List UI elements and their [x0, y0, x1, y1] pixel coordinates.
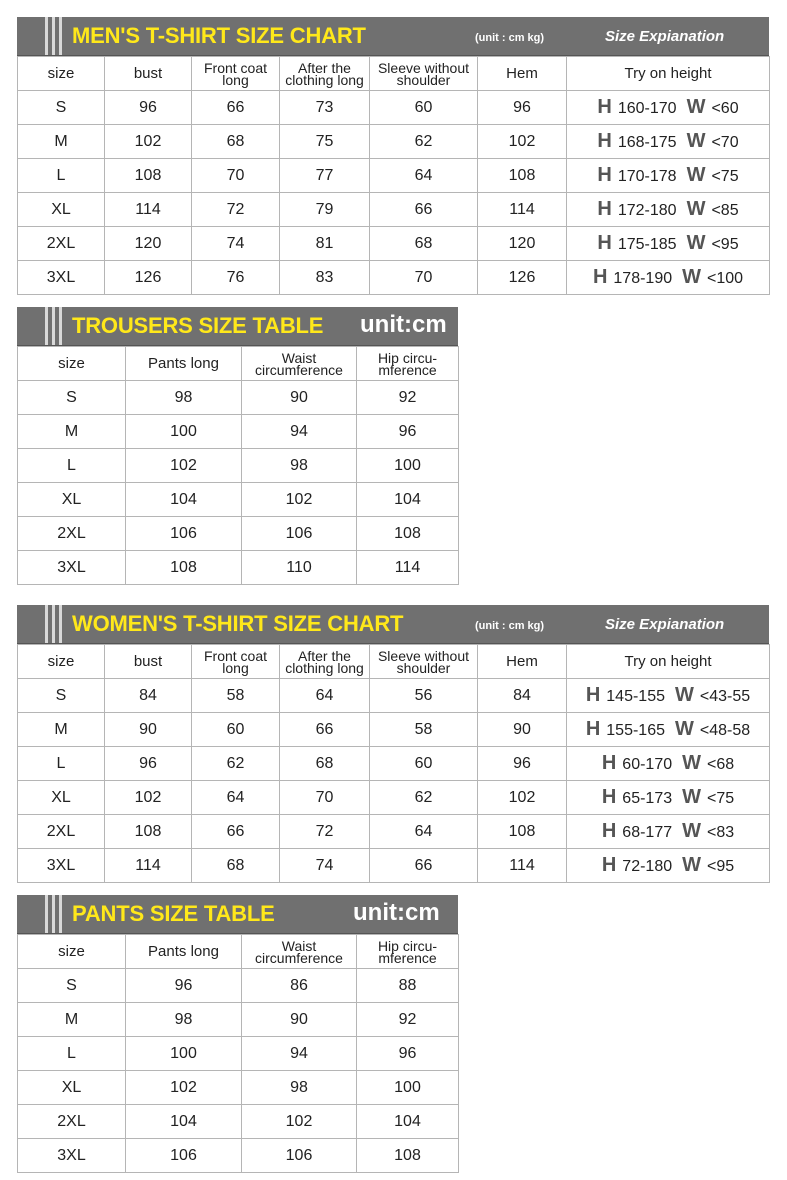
cell-pants: 98 [126, 1003, 242, 1037]
column-header: After the clothing long [280, 645, 370, 679]
weight-label: W [682, 820, 702, 842]
cell-bust: 84 [105, 679, 192, 713]
column-header: size [18, 57, 105, 91]
cell-waist: 102 [242, 1105, 357, 1139]
weight-range: <83 [707, 824, 735, 841]
height-range: 145-155 [606, 688, 665, 705]
height-range: 68-177 [622, 824, 673, 841]
height-label: H [597, 164, 612, 186]
cell-size: L [18, 159, 105, 193]
cell-hip: 104 [357, 1105, 459, 1139]
table-row [18, 969, 459, 1003]
cell-hip: 100 [357, 449, 459, 483]
weight-label: W [686, 232, 706, 254]
table-row [18, 381, 459, 415]
weight-range: <75 [711, 168, 739, 185]
cell-pants: 106 [126, 1139, 242, 1173]
cell-size: M [18, 415, 126, 449]
cell-pants: 104 [126, 483, 242, 517]
table-row [18, 815, 770, 849]
pants-title: PANTS SIZE TABLE [72, 901, 275, 926]
womens-tshirt-unit: (unit : cm kg) [475, 620, 545, 632]
column-header: Waist circumference [242, 935, 357, 969]
mens-tshirt-table [17, 56, 770, 295]
table-row [18, 781, 770, 815]
cell-hem: 126 [478, 261, 567, 295]
cell-sleeve: 68 [370, 227, 478, 261]
height-range: 170-178 [617, 168, 677, 185]
cell-pants: 104 [126, 1105, 242, 1139]
cell-pants: 96 [126, 969, 242, 1003]
womens-tshirt-table [17, 644, 770, 883]
weight-range: <48-58 [699, 722, 751, 739]
cell-size: XL [18, 781, 105, 815]
table-row [18, 747, 770, 781]
cell-hip: 108 [357, 1139, 459, 1173]
cell-sleeve: 58 [370, 713, 478, 747]
table-row [18, 1139, 459, 1173]
cell-size: 3XL [18, 849, 105, 883]
cell-sleeve: 56 [370, 679, 478, 713]
column-header: Hip circu- mference [357, 935, 459, 969]
cell-size: S [18, 91, 105, 125]
column-header: Pants long [126, 935, 242, 969]
cell-try-on [567, 849, 770, 883]
table-row [18, 449, 459, 483]
pants-header [17, 895, 458, 934]
weight-range: <95 [711, 236, 739, 253]
cell-try-on [567, 261, 770, 295]
height-range: 155-165 [606, 722, 665, 739]
cell-hip: 96 [357, 415, 459, 449]
cell-hem: 108 [478, 815, 567, 849]
cell-front: 62 [192, 747, 280, 781]
cell-after: 83 [280, 261, 370, 295]
cell-hip: 92 [357, 1003, 459, 1037]
womens-tshirt-title: WOMEN'S T-SHIRT SIZE CHART [72, 611, 404, 636]
cell-pants: 106 [126, 517, 242, 551]
cell-bust: 108 [105, 815, 192, 849]
height-label: H [601, 786, 617, 808]
cell-waist: 94 [242, 1037, 357, 1071]
weight-label: W [686, 130, 706, 152]
cell-waist: 86 [242, 969, 357, 1003]
cell-hip: 96 [357, 1037, 459, 1071]
height-label: H [601, 752, 617, 774]
cell-sleeve: 66 [370, 193, 478, 227]
cell-waist: 90 [242, 1003, 357, 1037]
column-header: Waist circumference [242, 347, 357, 381]
table-row [18, 551, 459, 585]
cell-after: 79 [280, 193, 370, 227]
weight-range: <75 [707, 790, 735, 807]
mens-tshirt-section [17, 17, 769, 295]
cell-hip: 88 [357, 969, 459, 1003]
cell-bust: 120 [105, 227, 192, 261]
cell-after: 74 [280, 849, 370, 883]
cell-bust: 102 [105, 125, 192, 159]
height-range: 160-170 [617, 100, 677, 117]
trousers-title: TROUSERS SIZE TABLE [72, 313, 324, 338]
column-header: size [18, 645, 105, 679]
cell-waist: 90 [242, 381, 357, 415]
cell-size: S [18, 969, 126, 1003]
cell-after: 73 [280, 91, 370, 125]
cell-hip: 92 [357, 381, 459, 415]
womens-tshirt-section [17, 605, 769, 883]
column-header: Hem [478, 645, 567, 679]
cell-size: XL [18, 483, 126, 517]
height-range: 178-190 [613, 270, 673, 287]
cell-try-on [567, 747, 770, 781]
trousers-section [17, 307, 458, 585]
weight-range: <85 [711, 202, 739, 219]
table-row [18, 261, 770, 295]
column-header: bust [105, 57, 192, 91]
cell-size: XL [18, 1071, 126, 1105]
cell-after: 77 [280, 159, 370, 193]
column-header: bust [105, 645, 192, 679]
cell-size: 3XL [18, 551, 126, 585]
cell-size: XL [18, 193, 105, 227]
cell-sleeve: 62 [370, 125, 478, 159]
cell-waist: 106 [242, 517, 357, 551]
cell-waist: 106 [242, 1139, 357, 1173]
height-range: 168-175 [617, 134, 677, 151]
trousers-unit: unit:cm [360, 311, 447, 338]
cell-waist: 102 [242, 483, 357, 517]
pants-unit: unit:cm [353, 899, 440, 926]
table-header-row [18, 645, 770, 679]
cell-sleeve: 60 [370, 747, 478, 781]
height-range: 175-185 [617, 236, 677, 253]
cell-front: 76 [192, 261, 280, 295]
table-header-row [18, 347, 459, 381]
table-row [18, 1071, 459, 1105]
cell-hem: 114 [478, 849, 567, 883]
cell-bust: 114 [105, 193, 192, 227]
cell-hem: 96 [478, 747, 567, 781]
cell-hip: 104 [357, 483, 459, 517]
cell-front: 66 [192, 815, 280, 849]
height-label: H [585, 684, 601, 706]
cell-waist: 98 [242, 1071, 357, 1105]
cell-hem: 114 [478, 193, 567, 227]
trousers-table [17, 346, 459, 585]
cell-size: L [18, 1037, 126, 1071]
cell-sleeve: 64 [370, 159, 478, 193]
cell-hem: 96 [478, 91, 567, 125]
column-header: Pants long [126, 347, 242, 381]
cell-try-on [567, 713, 770, 747]
column-header: Sleeve without shoulder [370, 57, 478, 91]
weight-label: W [682, 752, 702, 774]
cell-after: 68 [280, 747, 370, 781]
cell-size: L [18, 747, 105, 781]
cell-bust: 90 [105, 713, 192, 747]
cell-try-on [567, 91, 770, 125]
weight-label: W [682, 266, 701, 288]
cell-bust: 108 [105, 159, 192, 193]
cell-front: 70 [192, 159, 280, 193]
cell-sleeve: 60 [370, 91, 478, 125]
cell-pants: 100 [126, 415, 242, 449]
cell-hip: 100 [357, 1071, 459, 1105]
table-row [18, 193, 770, 227]
column-header: Try on height [567, 57, 770, 91]
cell-sleeve: 62 [370, 781, 478, 815]
cell-size: 2XL [18, 227, 105, 261]
mens-tshirt-header [17, 17, 769, 56]
cell-front: 58 [192, 679, 280, 713]
cell-size: 2XL [18, 815, 105, 849]
column-header: Hip circu- mference [357, 347, 459, 381]
cell-front: 64 [192, 781, 280, 815]
weight-label: W [675, 684, 694, 706]
table-row [18, 125, 770, 159]
cell-bust: 114 [105, 849, 192, 883]
cell-hem: 102 [478, 781, 567, 815]
table-header-row [18, 57, 770, 91]
stripes-decoration [17, 895, 67, 933]
weight-range: <68 [707, 756, 735, 773]
cell-pants: 102 [126, 449, 242, 483]
stripes-decoration [17, 605, 67, 643]
table-row [18, 415, 459, 449]
trousers-header [17, 307, 458, 346]
table-row [18, 713, 770, 747]
cell-after: 64 [280, 679, 370, 713]
cell-front: 68 [192, 125, 280, 159]
cell-hem: 84 [478, 679, 567, 713]
table-row [18, 91, 770, 125]
height-label: H [597, 96, 612, 118]
mens-size-explanation: Size Expianation [605, 28, 725, 45]
height-label: H [597, 232, 612, 254]
height-label: H [597, 198, 612, 220]
column-header: Front coat long [192, 57, 280, 91]
cell-after: 70 [280, 781, 370, 815]
cell-front: 74 [192, 227, 280, 261]
weight-label: W [686, 198, 706, 220]
cell-after: 72 [280, 815, 370, 849]
height-range: 72-180 [622, 858, 673, 875]
cell-front: 72 [192, 193, 280, 227]
column-header: Try on height [567, 645, 770, 679]
height-label: H [585, 718, 601, 740]
cell-size: 2XL [18, 517, 126, 551]
cell-size: 2XL [18, 1105, 126, 1139]
cell-hem: 90 [478, 713, 567, 747]
table-row [18, 849, 770, 883]
cell-size: S [18, 679, 105, 713]
table-header-row [18, 935, 459, 969]
weight-range: <95 [707, 858, 735, 875]
cell-size: M [18, 125, 105, 159]
cell-size: M [18, 1003, 126, 1037]
cell-sleeve: 66 [370, 849, 478, 883]
mens-tshirt-title: MEN'S T-SHIRT SIZE CHART [72, 23, 366, 48]
cell-front: 68 [192, 849, 280, 883]
weight-range: <100 [707, 270, 744, 287]
height-label: H [597, 130, 612, 152]
cell-pants: 102 [126, 1071, 242, 1105]
cell-pants: 100 [126, 1037, 242, 1071]
cell-bust: 102 [105, 781, 192, 815]
stripes-decoration [17, 307, 67, 345]
cell-try-on [567, 679, 770, 713]
cell-waist: 94 [242, 415, 357, 449]
weight-label: W [686, 96, 706, 118]
cell-size: S [18, 381, 126, 415]
cell-waist: 110 [242, 551, 357, 585]
table-row [18, 1003, 459, 1037]
cell-try-on [567, 193, 770, 227]
cell-pants: 108 [126, 551, 242, 585]
cell-size: 3XL [18, 1139, 126, 1173]
cell-bust: 96 [105, 91, 192, 125]
height-label: H [592, 266, 608, 288]
womens-tshirt-header [17, 605, 769, 644]
cell-sleeve: 70 [370, 261, 478, 295]
column-header: Sleeve without shoulder [370, 645, 478, 679]
cell-try-on [567, 159, 770, 193]
table-row [18, 679, 770, 713]
height-range: 172-180 [617, 202, 677, 219]
cell-hem: 102 [478, 125, 567, 159]
cell-try-on [567, 781, 770, 815]
weight-label: W [682, 786, 702, 808]
weight-label: W [675, 718, 694, 740]
cell-bust: 126 [105, 261, 192, 295]
column-header: Hem [478, 57, 567, 91]
weight-range: <70 [711, 134, 739, 151]
cell-pants: 98 [126, 381, 242, 415]
height-range: 60-170 [622, 756, 673, 773]
height-label: H [601, 820, 617, 842]
column-header: After the clothing long [280, 57, 370, 91]
mens-tshirt-unit: (unit : cm kg) [475, 32, 545, 44]
cell-size: L [18, 449, 126, 483]
height-label: H [601, 854, 617, 876]
stripes-decoration [17, 17, 67, 55]
table-row [18, 227, 770, 261]
cell-waist: 98 [242, 449, 357, 483]
cell-sleeve: 64 [370, 815, 478, 849]
womens-size-explanation: Size Expianation [605, 616, 725, 633]
cell-after: 66 [280, 713, 370, 747]
weight-range: <43-55 [699, 688, 751, 705]
cell-bust: 96 [105, 747, 192, 781]
column-header: Front coat long [192, 645, 280, 679]
weight-range: <60 [711, 100, 739, 117]
cell-size: M [18, 713, 105, 747]
cell-try-on [567, 125, 770, 159]
table-row [18, 1037, 459, 1071]
cell-size: 3XL [18, 261, 105, 295]
weight-label: W [686, 164, 706, 186]
height-range: 65-173 [622, 790, 673, 807]
cell-front: 60 [192, 713, 280, 747]
cell-after: 81 [280, 227, 370, 261]
weight-label: W [682, 854, 702, 876]
table-row [18, 1105, 459, 1139]
cell-try-on [567, 815, 770, 849]
table-row [18, 483, 459, 517]
pants-section [17, 895, 458, 1173]
cell-hem: 120 [478, 227, 567, 261]
cell-hem: 108 [478, 159, 567, 193]
cell-hip: 108 [357, 517, 459, 551]
column-header: size [18, 347, 126, 381]
cell-hip: 114 [357, 551, 459, 585]
cell-after: 75 [280, 125, 370, 159]
cell-try-on [567, 227, 770, 261]
column-header: size [18, 935, 126, 969]
cell-front: 66 [192, 91, 280, 125]
table-row [18, 517, 459, 551]
pants-table [17, 934, 459, 1173]
table-row [18, 159, 770, 193]
